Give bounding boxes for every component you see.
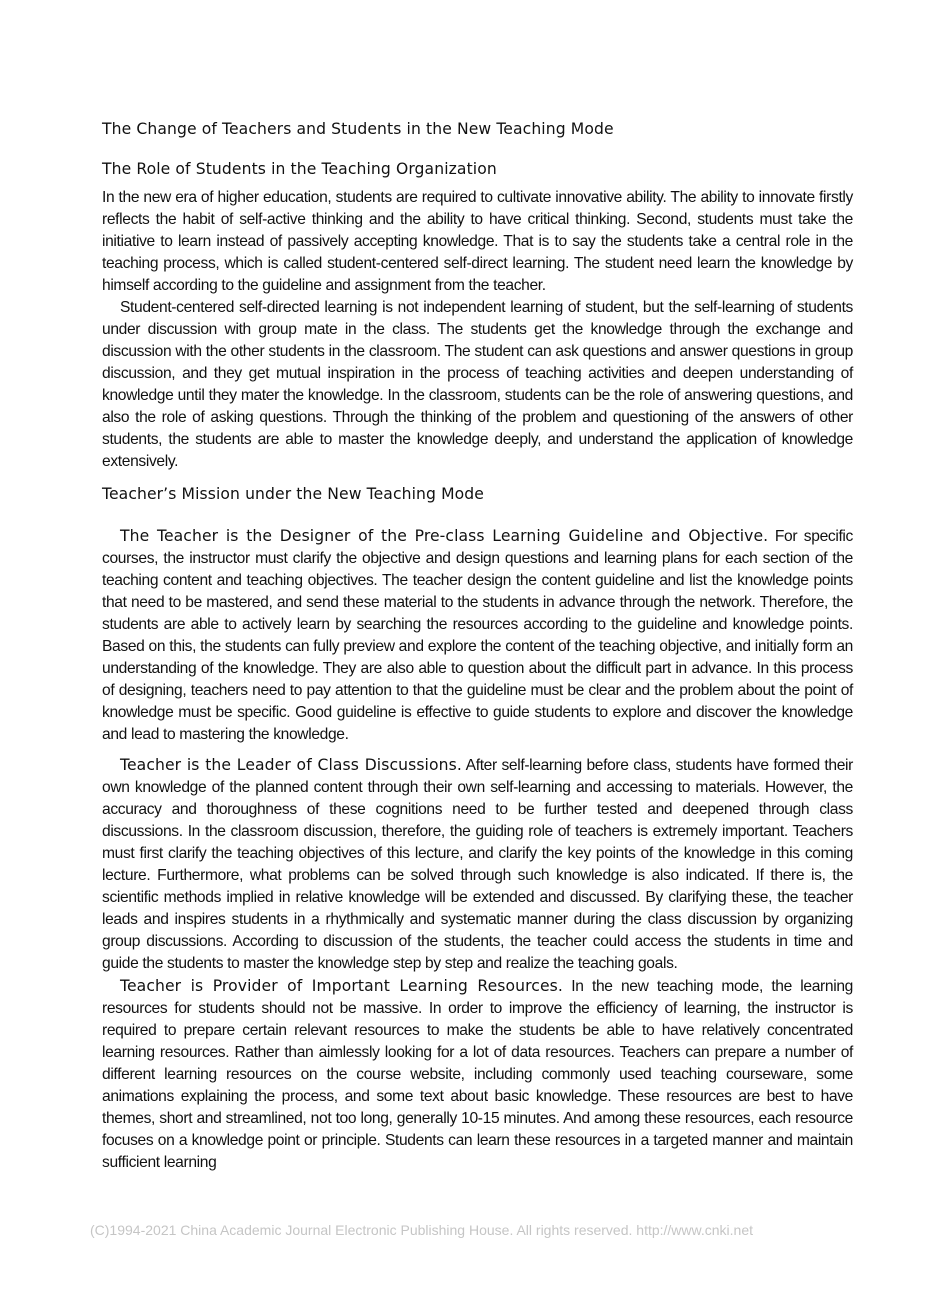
document-page (102, 118, 853, 1174)
paragraph-students-1: In the new era of higher education, students are required to cultivate innovative ability. The ability to innovate firstly reflects the habit of self-active thinking and the ability to have critical thinking. Second, students must take the initiative to learn instead of passively accepting knowledge. That is to say the students take a central role in the teaching process, which is called student-centered self-direct learning. The student need learn the knowledge by himself according to the guideline and assignment from the teacher. (102, 189, 853, 294)
section-heading-students: The Role of Students in the Teaching Organization (102, 160, 497, 178)
paragraph-teacher-designer (102, 525, 853, 746)
copyright-watermark: (C)1994-2021 China Academic Journal Electronic Publishing House. All rights reserved. http://www.cnki.net (90, 1222, 753, 1238)
paragraph-body-provider: In the new teaching mode, the learning resources for students should not be massive. In order to improve the efficiency of learning, the instructor is required to prepare certain relevant resources to make the students be able to have relatively concentrated learning resources. Rather than aimlessly looking for a lot of data resources. Teachers can prepare a number of different learning resources on the course website, including commonly used teaching courseware, some animations explaining the process, and some text about basic knowledge. These resources are best to have themes, short and streamlined, not too long, generally 10-15 minutes. And among these resources, each resource focuses on a knowledge point or principle. Students can learn these resources in a targeted manner and maintain sufficient learning (102, 978, 853, 1171)
document-title: The Change of Teachers and Students in the New Teaching Mode (102, 120, 614, 138)
section-heading-teachers: Teacher’s Mission under the New Teaching Mode (102, 485, 484, 503)
paragraph-body-leader: After self-learning before class, students have formed their own knowledge of the planned content through their own self-learning and accessing to materials. However, the accuracy and thoroughness of these cognitions need to be further tested and deepened through class discussions. In the classroom discussion, therefore, the guiding role of teachers is extremely important. Teachers must first clarify the teaching objectives of this lecture, and clarify the key points of the knowledge in this coming lecture. Furthermore, what problems can be solved through such knowledge is also indicated. If there is, the scientific methods implied in relative knowledge will be extended and discussed. By clarifying these, the teacher leads and inspires students in a rhythmically and systematic manner during the class discussion by organizing group discussions. According to discussion of the students, the teacher could access the students in time and guide the students to master the knowledge step by step and realize the teaching goals. (102, 757, 853, 972)
paragraph-lead-designer: The Teacher is the Designer of the Pre-class Learning Guideline and Objective. (120, 527, 769, 545)
paragraph-teacher-leader (102, 754, 853, 975)
paragraph-lead-leader: Teacher is the Leader of Class Discussions. (120, 756, 462, 774)
paragraph-body-designer: For specific courses, the instructor must clarify the objective and design questions and learning plans for each section of the teaching content and teaching objectives. The teacher design the content guideline and list the knowledge points that need to be mastered, and send these material to the students in advance through the network. Therefore, the students are able to actively learn by searching the resources according to the guideline and knowledge points. Based on this, the students can fully preview and explore the content of the teaching objective, and initially form an understanding of the knowledge. They are also able to question about the difficult part in advance. In this process of designing, teachers need to pay attention to that the guideline must be clear and the problem about the point of knowledge must be specific. Good guideline is effective to guide students to explore and discover the knowledge and lead to mastering the knowledge. (102, 528, 853, 743)
paragraph-students-2: Student-centered self-directed learning is not independent learning of student, but the self-learning of students under discussion with group mate in the class. The students get the knowledge through the exchange and discussion with the other students in the classroom. The student can ask questions and answer questions in group discussion, and they get mutual inspiration in the process of teaching activities and deepen understanding of knowledge until they mater the knowledge. In the classroom, students can be the role of answering questions, and also the role of asking questions. Through the thinking of the problem and questioning of the answers of other students, the students are able to master the knowledge deeply, and understand the application of knowledge extensively. (102, 299, 853, 470)
paragraph-lead-provider: Teacher is Provider of Important Learning Resources. (120, 977, 563, 995)
paragraph-teacher-provider (102, 975, 853, 1174)
